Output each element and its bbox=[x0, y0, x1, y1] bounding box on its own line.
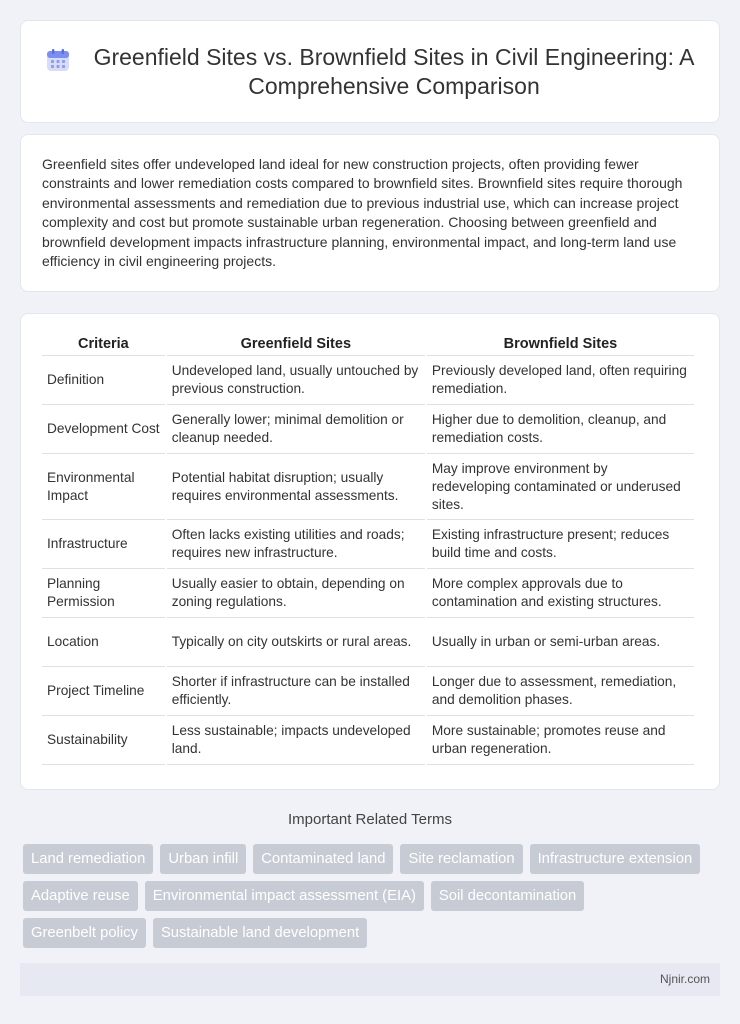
table-row bbox=[42, 667, 694, 716]
brownfield-cell: More complex approvals due to contamination and existing structures. bbox=[427, 569, 694, 618]
criteria-cell: Development Cost bbox=[42, 405, 165, 454]
header-criteria: Criteria bbox=[42, 335, 165, 356]
table-row bbox=[42, 405, 694, 454]
header-greenfield: Greenfield Sites bbox=[167, 335, 425, 356]
related-term-tag[interactable]: Sustainable land development bbox=[153, 918, 367, 948]
related-terms-list bbox=[23, 844, 720, 955]
intro-card bbox=[20, 134, 720, 292]
brownfield-cell: Higher due to demolition, cleanup, and remediation costs. bbox=[427, 405, 694, 454]
intro-paragraph: Greenfield sites offer undeveloped land ideal for new construction projects, often providing fewer constraints and lower remediation costs compared to brownfield sites. Brownfield sites require thorough environmental assessments and remediation due to previous industrial use, which can increase project complexity and cost but promote sustainable urban regeneration. Choosing between greenfield and brownfield development impacts infrastructure planning, environmental impact, and long-term land use efficiency in civil engineering projects. bbox=[42, 156, 683, 270]
greenfield-cell: Generally lower; minimal demolition or cleanup needed. bbox=[167, 405, 425, 454]
criteria-cell: Environmental Impact bbox=[42, 454, 165, 520]
brownfield-cell: More sustainable; promotes reuse and urban regeneration. bbox=[427, 716, 694, 765]
related-term-tag[interactable]: Soil decontamination bbox=[431, 881, 584, 911]
related-term-tag[interactable]: Greenbelt policy bbox=[23, 918, 146, 948]
greenfield-cell: Typically on city outskirts or rural areas. bbox=[167, 618, 425, 667]
related-terms-title: Important Related Terms bbox=[288, 811, 452, 828]
related-term-tag[interactable]: Environmental impact assessment (EIA) bbox=[145, 881, 424, 911]
criteria-cell: Sustainability bbox=[42, 716, 165, 765]
related-term-tag[interactable]: Site reclamation bbox=[400, 844, 522, 874]
table-row bbox=[42, 569, 694, 618]
criteria-cell: Infrastructure bbox=[42, 520, 165, 569]
criteria-cell: Project Timeline bbox=[42, 667, 165, 716]
table-row bbox=[42, 356, 694, 405]
brownfield-cell: Longer due to assessment, remediation, and demolition phases. bbox=[427, 667, 694, 716]
greenfield-cell: Often lacks existing utilities and roads; requires new infrastructure. bbox=[167, 520, 425, 569]
brownfield-cell: Previously developed land, often requiring remediation. bbox=[427, 356, 694, 405]
brownfield-cell: Usually in urban or semi-urban areas. bbox=[427, 618, 694, 667]
brownfield-cell: Existing infrastructure present; reduces build time and costs. bbox=[427, 520, 694, 569]
page-title: Greenfield Sites vs. Brownfield Sites in Civil Engineering: A Comprehensive Comparison bbox=[93, 43, 695, 99]
table-row bbox=[42, 716, 694, 765]
related-term-tag[interactable]: Urban infill bbox=[160, 844, 246, 874]
related-term-tag[interactable]: Contaminated land bbox=[253, 844, 393, 874]
header-card bbox=[20, 20, 720, 123]
related-term-tag[interactable]: Infrastructure extension bbox=[530, 844, 701, 874]
footer-site-link[interactable]: Njnir.com bbox=[659, 972, 710, 986]
table-row bbox=[42, 454, 694, 520]
greenfield-cell: Usually easier to obtain, depending on zoning regulations. bbox=[167, 569, 425, 618]
calendar-icon bbox=[45, 47, 71, 73]
footer bbox=[20, 963, 720, 996]
greenfield-cell: Potential habitat disruption; usually requires environmental assessments. bbox=[167, 454, 425, 520]
related-term-tag[interactable]: Adaptive reuse bbox=[23, 881, 138, 911]
criteria-cell: Definition bbox=[42, 356, 165, 405]
table-header-row bbox=[42, 335, 694, 356]
greenfield-cell: Shorter if infrastructure can be installed efficiently. bbox=[167, 667, 425, 716]
criteria-cell: Location bbox=[42, 618, 165, 667]
table-row bbox=[42, 520, 694, 569]
table-row bbox=[42, 618, 694, 667]
criteria-cell: Planning Permission bbox=[42, 569, 165, 618]
greenfield-cell: Less sustainable; impacts undeveloped land. bbox=[167, 716, 425, 765]
brownfield-cell: May improve environment by redeveloping contaminated or underused sites. bbox=[427, 454, 694, 520]
header-brownfield: Brownfield Sites bbox=[427, 335, 694, 356]
comparison-table-card bbox=[20, 313, 720, 790]
greenfield-cell: Undeveloped land, usually untouched by previous construction. bbox=[167, 356, 425, 405]
related-term-tag[interactable]: Land remediation bbox=[23, 844, 153, 874]
comparison-table bbox=[40, 335, 696, 765]
